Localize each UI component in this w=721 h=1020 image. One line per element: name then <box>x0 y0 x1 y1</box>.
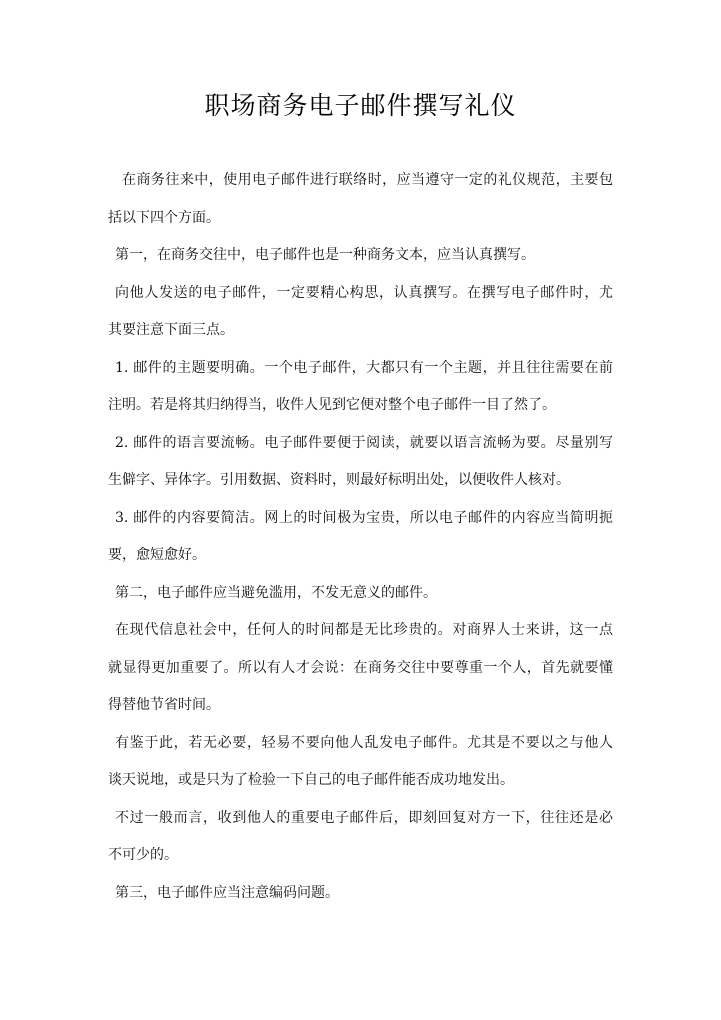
paragraph-line: 在商务往来中，使用电子邮件进行联络时，应当遵守一定的礼仪规范，主要包 <box>122 172 613 188</box>
paragraph-line: 谈天说地，或是只为了检验一下自己的电子邮件能否成功地发出。 <box>108 772 514 788</box>
paragraph-line: 向他人发送的电子邮件，一定要精心构思，认真撰写。在撰写电子邮件时，尤 <box>115 284 613 301</box>
document-title: 职场商务电子邮件撰写礼仪 <box>204 91 517 120</box>
paragraph <box>108 618 613 731</box>
paragraph-line: 有鉴于此，若无必要，轻易不要向他人乱发电子邮件。尤其是不要以之与他人 <box>115 734 613 751</box>
paragraph <box>108 731 613 806</box>
paragraph-line: 第一，在商务交往中，电子邮件也是一种商务文本，应当认真撰写。 <box>115 247 535 263</box>
paragraph-line: 2. 邮件的语言要流畅。电子邮件要便于阅读，就要以语言流畅为要。尽量别写 <box>115 434 613 451</box>
paragraph <box>108 168 613 243</box>
paragraph <box>108 881 613 919</box>
paragraph-line: 在现代信息社会中，任何人的时间都是无比珍贵的。对商界人士来讲，这一点 <box>115 622 613 638</box>
paragraph <box>108 281 613 356</box>
document-body <box>108 168 613 918</box>
paragraph-line: 注明。若是将其归纳得当，收件人见到它便对整个电子邮件一目了然了。 <box>108 397 556 413</box>
paragraph <box>108 806 613 881</box>
paragraph <box>108 431 613 506</box>
paragraph-line: 得替他节省时间。 <box>108 697 220 713</box>
paragraph-line: 其要注意下面三点。 <box>108 322 234 338</box>
paragraph-line: 生僻字、异体字。引用数据、资料时，则最好标明出处，以便收件人核对。 <box>108 472 570 488</box>
paragraph-line: 1. 邮件的主题要明确。一个电子邮件，大都只有一个主题，并且往往需要在前 <box>115 359 613 376</box>
paragraph-line: 3. 邮件的内容要简洁。网上的时间极为宝贵，所以电子邮件的内容应当简明扼 <box>115 509 613 526</box>
paragraph <box>108 356 613 431</box>
paragraph <box>108 506 613 581</box>
paragraph-line: 括以下四个方面。 <box>108 209 220 226</box>
paragraph-line: 第二，电子邮件应当避免滥用，不发无意义的邮件。 <box>115 584 437 601</box>
paragraph-line: 不过一般而言，收到他人的重要电子邮件后，即刻回复对方一下，往往还是必 <box>115 809 613 826</box>
paragraph-line: 就显得更加重要了。所以有人才会说：在商务交往中要尊重一个人，首先就要懂 <box>108 659 613 676</box>
paragraph-line: 第三，电子邮件应当注意编码问题。 <box>115 884 339 901</box>
paragraph <box>108 243 613 281</box>
paragraph <box>108 581 613 619</box>
paragraph-line: 要，愈短愈好。 <box>108 547 206 563</box>
paragraph-line: 不可少的。 <box>108 847 178 863</box>
